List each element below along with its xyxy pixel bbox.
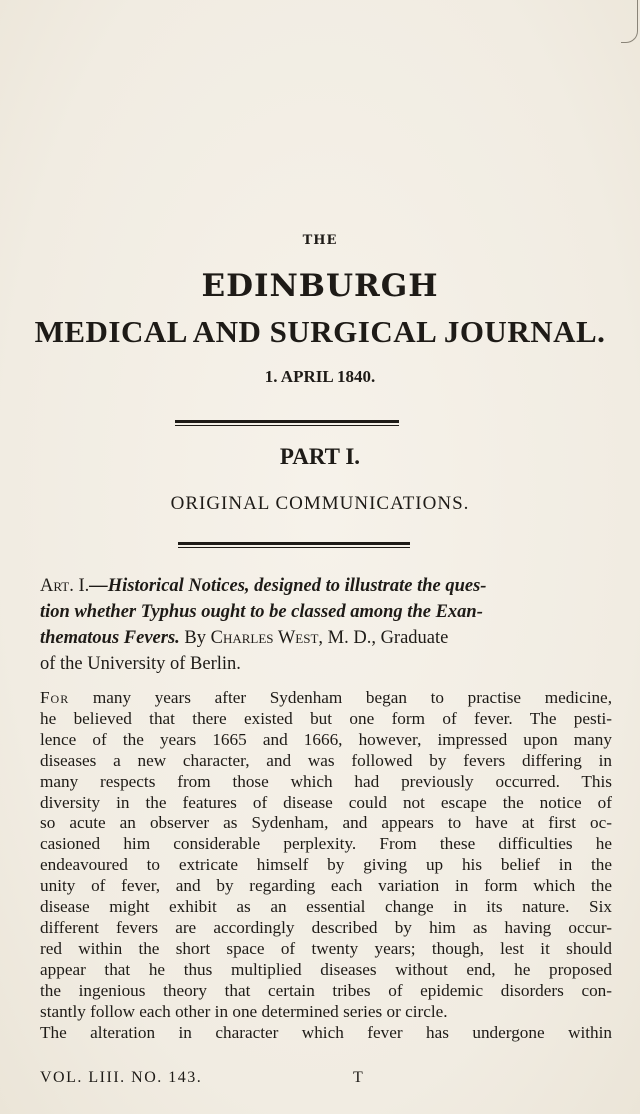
journal-title-line1: EDINBURGH: [201, 268, 439, 304]
body-line: different fevers are accordingly described by him as having occur-: [40, 917, 612, 937]
body-line: stantly follow each other in one determined series or circle.: [40, 1001, 448, 1021]
volume-number: VOL. LIII. NO. 143.: [40, 1069, 203, 1086]
article-title-line3: thematous Fevers.: [40, 628, 180, 648]
body-line: appear that he thus multiplied diseases without end, he proposed: [40, 959, 612, 979]
body-line: diversity in the features of disease could not escape the notice of: [40, 792, 612, 812]
article-label: Art. I.: [40, 576, 90, 596]
body-line: he believed that there existed but one form of fever. The pesti-: [40, 708, 612, 728]
journal-title-line2: MEDICAL AND SURGICAL JOURNAL.: [34, 314, 606, 349]
article-author: Charles West: [210, 628, 319, 648]
article-heading: [40, 573, 612, 677]
article-title-line1: —Historical Notices, designed to illustrate the ques-: [89, 576, 487, 596]
body-line: so acute an observer as Sydenham, and appears to have at first oc-: [40, 813, 612, 833]
body-line: endeavoured to extricate himself by giving up his belief in the: [40, 855, 612, 875]
page-corner-mark: [621, 0, 638, 43]
body-line: lence of the years 1665 and 1666, however, impressed upon many: [40, 729, 612, 749]
body-line: diseases a new character, and was followed by fevers differing in: [40, 750, 612, 770]
signature-mark: T: [353, 1069, 363, 1086]
article-credentials: , M. D., Graduate: [318, 628, 449, 648]
body-line: disease might exhibit as an essential change in its nature. Six: [40, 897, 612, 917]
body-line: [40, 688, 612, 709]
article-affiliation: of the University of Berlin.: [40, 654, 241, 674]
section-heading: ORIGINAL COMMUNICATIONS.: [170, 493, 470, 514]
article-title-line2: tion whether Typhus ought to be classed among the Exan-: [40, 602, 483, 622]
divider-rule-bottom: [178, 542, 410, 545]
body-line: casioned him considerable perplexity. From these difficulties he: [40, 834, 612, 854]
body-line: unity of fever, and by regarding each variation in form which the: [40, 876, 612, 896]
body-line: The alteration in character which fever has undergone within: [40, 1022, 612, 1042]
body-first-word: For: [40, 688, 70, 707]
body-line-text: many years after Sydenham began to practise medicine,: [69, 688, 612, 707]
article-by: By: [184, 628, 206, 648]
divider-rule-top: [175, 420, 399, 423]
header-the: THE: [302, 233, 338, 248]
body-line: the ingenious theory that certain tribes of epidemic disorders con-: [40, 980, 612, 1000]
issue-date: 1. APRIL 1840.: [264, 367, 376, 386]
body-line: red within the short space of twenty years; though, lest it should: [40, 938, 612, 958]
part-heading: PART I.: [279, 444, 361, 469]
article-body: [40, 688, 612, 1043]
body-line: many respects from those which had previously occurred. This: [40, 771, 612, 791]
